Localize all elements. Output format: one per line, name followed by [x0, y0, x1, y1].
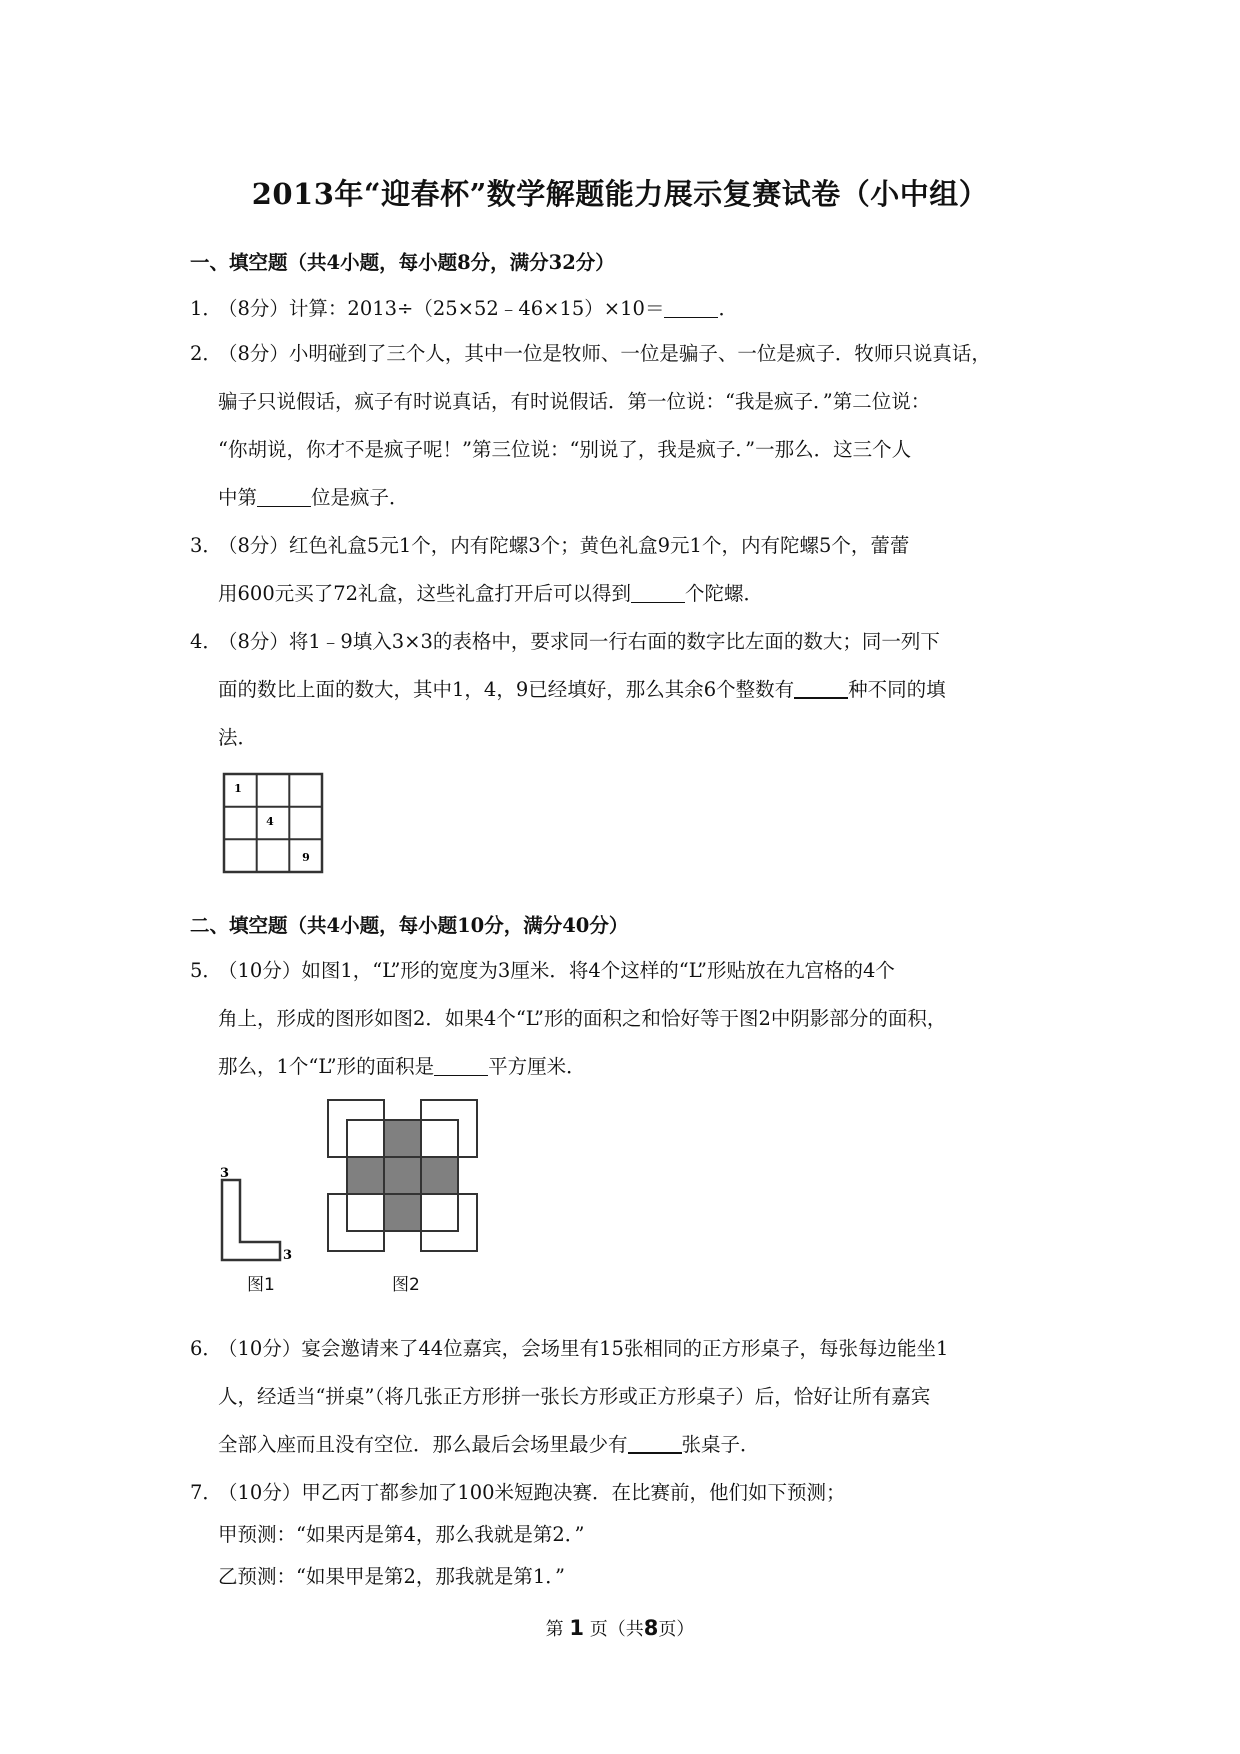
answer-blank[interactable] — [628, 1433, 682, 1455]
dimension-label-top: 3 — [220, 1166, 230, 1181]
question-number: 7． — [190, 1481, 222, 1504]
exam-title: 2013年“迎春杯”数学解题能力展示复赛试卷（小中组） — [251, 177, 989, 211]
grid-cell-1: 1 — [234, 782, 242, 795]
question-text: （8分）计算：2013÷（25×52﹣46×15）×10＝ ． — [218, 297, 738, 320]
answer-blank[interactable] — [664, 298, 718, 319]
question-line: （8分）将1﹣9填入3×3的表格中，要求同一行右面的数字比左面的数大；同一列下 — [218, 630, 940, 653]
question-line: 角上，形成的图形如图2．如果4个“L”形的面积之和恰好等于图2中阴影部分的面积， — [218, 1007, 947, 1030]
question-number: 3． — [190, 534, 222, 557]
answer-blank[interactable] — [257, 487, 311, 508]
grid-cell-5: 4 — [266, 815, 274, 828]
figure-1-caption: 图1 — [247, 1275, 275, 1295]
shaded-cell — [421, 1157, 458, 1194]
question-number: 1． — [190, 297, 222, 320]
l-shape-top-right — [421, 1100, 477, 1157]
answer-blank[interactable] — [434, 1056, 488, 1077]
figure-2-grid-with-l-shapes — [320, 1095, 490, 1265]
section-1-heading: 一、填空题（共4小题，每小题8分，满分32分） — [190, 251, 615, 274]
question-line: 中第 位是疯子． — [218, 486, 409, 509]
dimension-label-right: 3 — [283, 1248, 293, 1263]
question-line: 全部入座而且没有空位．那么最后会场里最少有 张桌子． — [218, 1433, 760, 1456]
question-line: 甲预测：“如果丙是第4，那么我就是第2．” — [218, 1523, 585, 1546]
grid-cell-9: 9 — [302, 851, 310, 864]
page-number: 1 — [569, 1616, 584, 1640]
l-shape-bottom-right — [421, 1194, 477, 1251]
shaded-cell — [384, 1120, 421, 1157]
question-line: 人，经适当“拼桌”（将几张正方形拼一张长方形或正方形桌子）后，恰好让所有嘉宾 — [218, 1385, 931, 1408]
question-line: 用600元买了72礼盒，这些礼盒打开后可以得到 个陀螺． — [218, 582, 764, 605]
answer-blank[interactable] — [794, 678, 848, 700]
l-shape-top-left — [328, 1100, 384, 1157]
question-line: （10分）甲乙丙丁都参加了100米短跑决赛．在比赛前，他们如下预测； — [218, 1481, 846, 1504]
question-number: 4． — [190, 630, 222, 653]
question-line: 法． — [218, 726, 258, 749]
question-line: “你胡说，你才不是疯子呢！”第三位说：“别说了，我是疯子．”一那么．这三个人 — [218, 438, 912, 461]
question-line: 面的数比上面的数大，其中1，4，9已经填好，那么其余6个整数有 种不同的填 — [218, 678, 946, 701]
question-number: 5． — [190, 959, 222, 982]
question-line: （10分）如图1，“L”形的宽度为3厘米．将4个这样的“L”形贴放在九宫格的4个 — [218, 959, 895, 982]
question-line: （10分）宴会邀请来了44位嘉宾，会场里有15张相同的正方形桌子，每张每边能坐1 — [218, 1337, 949, 1360]
total-pages: 8 — [643, 1616, 659, 1640]
answer-blank[interactable] — [631, 583, 685, 604]
shaded-cell — [384, 1157, 421, 1194]
figure-2-caption: 图2 — [392, 1275, 420, 1295]
question-line: 乙预测：“如果甲是第2，那我就是第1．” — [218, 1565, 566, 1588]
l-shape-bottom-left — [328, 1194, 384, 1251]
section-2-heading: 二、填空题（共4小题，每小题10分，满分40分） — [190, 914, 629, 937]
question-line: 那么，1个“L”形的面积是 平方厘米． — [218, 1055, 586, 1078]
question-line: 骗子只说假话，疯子有时说真话，有时说假话．第一位说：“我是疯子．”第二位说： — [218, 390, 931, 413]
page-footer: 第 1 页（共8页） — [545, 1616, 695, 1640]
question-number: 6． — [190, 1337, 222, 1360]
shaded-cell — [384, 1194, 421, 1231]
shaded-cell — [347, 1157, 384, 1194]
question-number: 2． — [190, 342, 222, 365]
question-line: （8分）红色礼盒5元1个，内有陀螺3个；黄色礼盒9元1个，内有陀螺5个，蕾蕾 — [218, 534, 910, 557]
grid-3x3-figure — [222, 772, 326, 876]
question-line: （8分）小明碰到了三个人，其中一位是牧师、一位是骗子、一位是疯子．牧师只说真话， — [218, 342, 991, 365]
